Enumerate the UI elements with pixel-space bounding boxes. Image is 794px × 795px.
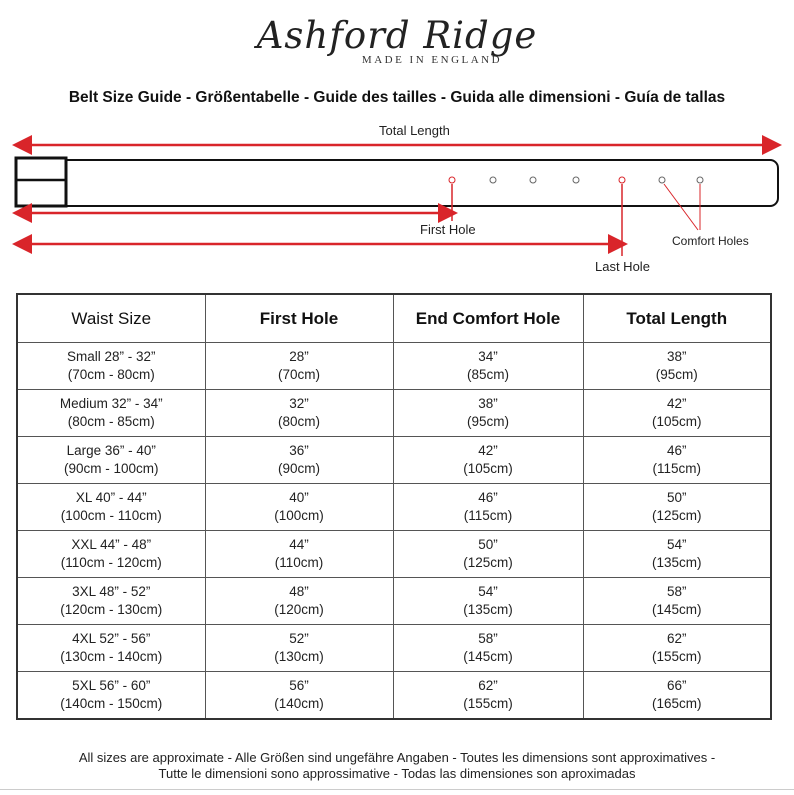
- table-row: [17, 531, 771, 578]
- belt-hole: [449, 177, 455, 183]
- brand-name: Ashford Ridge: [256, 14, 538, 57]
- total-length-cell: 46” (115cm): [583, 437, 771, 484]
- belt-hole: [697, 177, 703, 183]
- waist-size-cell: XXL 44” - 48” (110cm - 120cm): [17, 531, 205, 578]
- waist-size-cell: Large 36” - 40” (90cm - 100cm): [17, 437, 205, 484]
- end-comfort-hole-cell: 58” (145cm): [393, 625, 583, 672]
- belt-hole: [659, 177, 665, 183]
- disclaimer-footer: [0, 750, 794, 782]
- col-header-total-length: Total Length: [583, 294, 771, 343]
- bottom-divider: [0, 789, 794, 790]
- page-title: Belt Size Guide - Größentabelle - Guide des tailles - Guida alle dimensioni - Guía de tallas: [68, 89, 726, 106]
- end-comfort-hole-cell: 54” (135cm): [393, 578, 583, 625]
- total-length-label: Total Length: [379, 123, 450, 138]
- last-hole-label: Last Hole: [595, 259, 650, 274]
- table-row: [17, 672, 771, 720]
- brand-tagline: MADE IN ENGLAND: [361, 54, 503, 66]
- table-row: [17, 437, 771, 484]
- first-hole-cell: 28” (70cm): [205, 343, 393, 390]
- belt-hole: [490, 177, 496, 183]
- end-comfort-hole-cell: 62” (155cm): [393, 672, 583, 720]
- belt-diagram: [0, 118, 794, 278]
- brand-logo: [0, 14, 794, 66]
- waist-size-cell: 4XL 52” - 56” (130cm - 140cm): [17, 625, 205, 672]
- first-hole-cell: 32” (80cm): [205, 390, 393, 437]
- col-header-end-comfort-hole: End Comfort Hole: [393, 294, 583, 343]
- waist-size-cell: 5XL 56” - 60” (140cm - 150cm): [17, 672, 205, 720]
- table-row: [17, 578, 771, 625]
- total-length-cell: 42” (105cm): [583, 390, 771, 437]
- first-hole-label: First Hole: [420, 222, 476, 237]
- table-row: [17, 625, 771, 672]
- waist-size-cell: Small 28” - 32” (70cm - 80cm): [17, 343, 205, 390]
- total-length-cell: 38” (95cm): [583, 343, 771, 390]
- first-hole-cell: 48” (120cm): [205, 578, 393, 625]
- table-row: [17, 484, 771, 531]
- disclaimer-line-2: Tutte le dimensioni sono approssimative - Todas las dimensiones son aproximadas: [158, 766, 636, 781]
- belt-hole: [619, 177, 625, 183]
- comfort-holes-label: Comfort Holes: [672, 234, 749, 248]
- total-length-cell: 58” (145cm): [583, 578, 771, 625]
- disclaimer-line-1: All sizes are approximate - Alle Größen sind ungefähre Angaben - Toutes les dimensions sont approximatives -: [78, 750, 716, 765]
- end-comfort-hole-cell: 46” (115cm): [393, 484, 583, 531]
- waist-size-cell: Medium 32” - 34” (80cm - 85cm): [17, 390, 205, 437]
- waist-size-cell: XL 40” - 44” (100cm - 110cm): [17, 484, 205, 531]
- table-row: [17, 390, 771, 437]
- end-comfort-hole-cell: 34” (85cm): [393, 343, 583, 390]
- end-comfort-hole-cell: 38” (95cm): [393, 390, 583, 437]
- first-hole-cell: 44” (110cm): [205, 531, 393, 578]
- belt-diagram-svg: [0, 118, 794, 278]
- size-table: [16, 293, 772, 720]
- col-header-first-hole: First Hole: [205, 294, 393, 343]
- waist-size-cell: 3XL 48” - 52” (120cm - 130cm): [17, 578, 205, 625]
- table-row: [17, 343, 771, 390]
- total-length-cell: 62” (155cm): [583, 625, 771, 672]
- col-header-waist-size: Waist Size: [17, 294, 205, 343]
- end-comfort-hole-cell: 42” (105cm): [393, 437, 583, 484]
- first-hole-cell: 56” (140cm): [205, 672, 393, 720]
- table-header-row: [17, 294, 771, 343]
- total-length-cell: 50” (125cm): [583, 484, 771, 531]
- total-length-cell: 66” (165cm): [583, 672, 771, 720]
- end-comfort-hole-cell: 50” (125cm): [393, 531, 583, 578]
- first-hole-cell: 52” (130cm): [205, 625, 393, 672]
- belt-buckle: [16, 158, 66, 206]
- belt-hole: [573, 177, 579, 183]
- first-hole-cell: 40” (100cm): [205, 484, 393, 531]
- first-hole-cell: 36” (90cm): [205, 437, 393, 484]
- belt-hole: [530, 177, 536, 183]
- total-length-cell: 54” (135cm): [583, 531, 771, 578]
